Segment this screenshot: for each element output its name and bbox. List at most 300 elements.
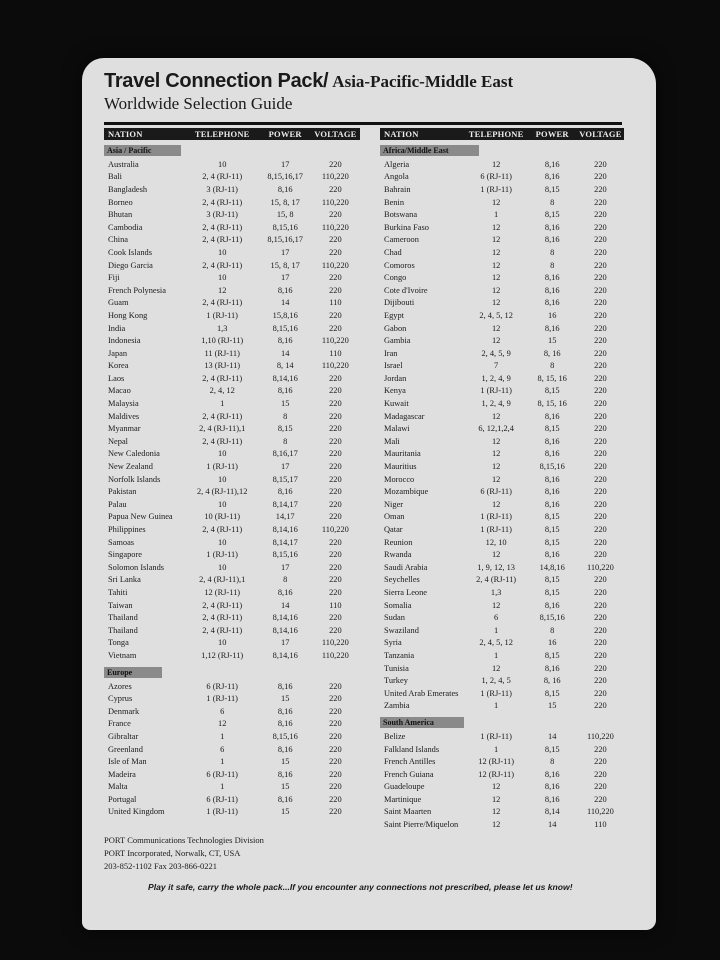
telephone-cell: 1 (RJ-11) bbox=[480, 525, 512, 535]
table-row bbox=[380, 755, 624, 768]
region-label bbox=[104, 140, 360, 158]
nation-cell: Papua New Guinea bbox=[108, 512, 173, 522]
nation-cell: Japan bbox=[108, 348, 128, 358]
voltage-cell: 110 bbox=[329, 600, 342, 610]
table-row bbox=[380, 246, 624, 259]
power-cell: 8,15 bbox=[544, 688, 560, 698]
telephone-cell: 6 bbox=[220, 744, 225, 754]
nation-cell: Niger bbox=[384, 499, 404, 509]
table-row bbox=[380, 397, 624, 410]
table-row bbox=[104, 574, 360, 587]
nation-cell: Syria bbox=[384, 638, 402, 648]
telephone-cell: 12 bbox=[491, 600, 501, 610]
voltage-cell: 220 bbox=[329, 184, 342, 194]
nation-cell: Belize bbox=[384, 731, 406, 741]
power-cell: 8, 16 bbox=[543, 348, 561, 358]
power-cell: 8 bbox=[550, 197, 555, 207]
header-telephone: TELEPHONE bbox=[194, 129, 250, 139]
table-row bbox=[104, 221, 360, 234]
nation-cell: Iran bbox=[384, 348, 398, 358]
nation-cell: Azores bbox=[108, 681, 132, 691]
voltage-cell: 220 bbox=[594, 499, 607, 509]
nation-cell: Sudan bbox=[384, 613, 405, 623]
nation-cell: Falkland Islands bbox=[384, 744, 440, 754]
power-cell: 8,15,17 bbox=[272, 474, 298, 484]
table-row bbox=[104, 705, 360, 718]
table-row bbox=[104, 743, 360, 756]
tagline: Play it safe, carry the whole pack...If you encounter any connections not prescribed, please let us know! bbox=[148, 882, 573, 892]
telephone-cell: 6 (RJ-11) bbox=[480, 172, 512, 182]
telephone-cell: 1, 9, 12, 13 bbox=[477, 562, 515, 572]
nation-cell: Dijibouti bbox=[384, 298, 415, 308]
table-row bbox=[380, 196, 624, 209]
power-cell: 8,16 bbox=[277, 681, 293, 691]
nation-cell: Botswana bbox=[384, 210, 418, 220]
voltage-cell: 220 bbox=[329, 247, 342, 257]
power-cell: 8,15 bbox=[544, 744, 560, 754]
table-row bbox=[380, 793, 624, 806]
table-row bbox=[104, 334, 360, 347]
nation-cell: Rwanda bbox=[384, 550, 412, 560]
voltage-cell: 220 bbox=[329, 273, 342, 283]
region-label-text: Africa/Middle East bbox=[380, 145, 479, 156]
voltage-cell: 220 bbox=[594, 184, 607, 194]
table-row bbox=[380, 730, 624, 743]
power-cell: 16 bbox=[548, 638, 557, 648]
telephone-cell: 6 (RJ-11) bbox=[480, 487, 512, 497]
right-table bbox=[380, 128, 624, 831]
voltage-cell: 220 bbox=[594, 676, 607, 686]
region-label-text: Asia / Pacific bbox=[104, 145, 181, 156]
telephone-cell: 12 bbox=[491, 298, 501, 308]
voltage-cell: 220 bbox=[594, 613, 607, 623]
telephone-cell: 2, 4 (RJ-11) bbox=[202, 197, 243, 207]
power-cell: 8,16 bbox=[544, 663, 560, 673]
power-cell: 8,15,16 bbox=[272, 323, 298, 333]
voltage-cell: 220 bbox=[329, 487, 342, 497]
telephone-cell: 3 (RJ-11) bbox=[206, 184, 238, 194]
power-cell: 8,15,16 bbox=[539, 462, 565, 472]
voltage-cell: 220 bbox=[329, 436, 342, 446]
voltage-cell: 220 bbox=[594, 474, 607, 484]
power-cell: 14 bbox=[548, 820, 557, 830]
voltage-cell: 220 bbox=[594, 298, 607, 308]
telephone-cell: 2, 4 (RJ-11) bbox=[202, 525, 243, 535]
voltage-cell: 220 bbox=[594, 310, 607, 320]
power-cell: 8,16,17 bbox=[272, 449, 298, 459]
power-cell: 8,15 bbox=[544, 386, 560, 396]
power-cell: 8 bbox=[550, 625, 555, 635]
power-cell: 8,15,16,17 bbox=[267, 235, 303, 245]
power-cell: 17 bbox=[281, 247, 290, 257]
telephone-cell: 1, 2, 4, 5 bbox=[481, 676, 511, 686]
table-row bbox=[104, 347, 360, 360]
table-row bbox=[104, 485, 360, 498]
power-cell: 8,16 bbox=[544, 550, 560, 560]
voltage-cell: 220 bbox=[329, 731, 342, 741]
power-cell: 15, 8, 17 bbox=[270, 260, 300, 270]
telephone-cell: 12 bbox=[491, 474, 501, 484]
region-label bbox=[380, 712, 624, 730]
power-cell: 15, 8, 17 bbox=[270, 197, 300, 207]
telephone-cell: 12 bbox=[491, 499, 501, 509]
telephone-cell: 12 bbox=[491, 197, 501, 207]
power-cell: 8,15,16,17 bbox=[267, 172, 303, 182]
telephone-cell: 2, 4 (RJ-11),1 bbox=[199, 575, 246, 585]
power-cell: 8,16 bbox=[277, 386, 293, 396]
table-row bbox=[104, 460, 360, 473]
nation-cell: Egypt bbox=[384, 310, 405, 320]
table-row bbox=[380, 536, 624, 549]
table-row bbox=[380, 637, 624, 650]
voltage-cell: 220 bbox=[329, 706, 342, 716]
voltage-cell: 220 bbox=[594, 336, 607, 346]
table-row bbox=[380, 284, 624, 297]
power-cell: 8,14 bbox=[544, 807, 560, 817]
telephone-cell: 2, 4, 5, 12 bbox=[479, 310, 513, 320]
left-table-body bbox=[104, 140, 360, 818]
voltage-cell: 220 bbox=[594, 373, 607, 383]
table-row bbox=[104, 511, 360, 524]
telephone-cell: 1 bbox=[494, 650, 499, 660]
nation-cell: Tunisia bbox=[384, 663, 409, 673]
voltage-cell: 110 bbox=[594, 820, 607, 830]
power-cell: 8,16 bbox=[277, 587, 293, 597]
telephone-cell: 12 bbox=[491, 247, 501, 257]
nation-cell: French Polynesia bbox=[108, 285, 166, 295]
voltage-cell: 220 bbox=[594, 769, 607, 779]
table-row bbox=[104, 271, 360, 284]
nation-cell: Cameroon bbox=[384, 235, 419, 245]
nation-cell: Sri Lanka bbox=[108, 575, 141, 585]
telephone-cell: 12, 10 bbox=[485, 537, 507, 547]
nation-cell: Oman bbox=[384, 512, 405, 522]
table-row bbox=[104, 322, 360, 335]
table-row bbox=[104, 561, 360, 574]
title-line bbox=[104, 70, 513, 93]
power-cell: 17 bbox=[281, 273, 290, 283]
table-row bbox=[104, 680, 360, 693]
voltage-cell: 220 bbox=[329, 424, 342, 434]
table-row bbox=[380, 674, 624, 687]
voltage-cell: 220 bbox=[594, 525, 607, 535]
power-cell: 8,15,16 bbox=[272, 222, 298, 232]
voltage-cell: 110,220 bbox=[321, 222, 349, 232]
power-cell: 8,16 bbox=[544, 235, 560, 245]
voltage-cell: 220 bbox=[329, 499, 342, 509]
nation-cell: Guam bbox=[108, 298, 129, 308]
telephone-cell: 1 bbox=[220, 782, 225, 792]
left-table bbox=[104, 128, 360, 818]
table-row bbox=[104, 259, 360, 272]
table-row bbox=[104, 536, 360, 549]
nation-cell: United Kingdom bbox=[108, 807, 165, 817]
nation-cell: Pakistan bbox=[108, 487, 137, 497]
voltage-cell: 220 bbox=[329, 462, 342, 472]
power-cell: 8,15 bbox=[544, 537, 560, 547]
voltage-cell: 220 bbox=[329, 235, 342, 245]
table-row bbox=[380, 422, 624, 435]
table-row bbox=[104, 397, 360, 410]
table-row bbox=[380, 309, 624, 322]
table-row bbox=[104, 473, 360, 486]
power-cell: 8 bbox=[550, 247, 555, 257]
voltage-cell: 110 bbox=[329, 298, 342, 308]
table-row bbox=[380, 385, 624, 398]
telephone-cell: 1 bbox=[220, 731, 225, 741]
region-label bbox=[380, 140, 624, 158]
power-cell: 8,14,16 bbox=[272, 525, 298, 535]
nation-cell: Tonga bbox=[108, 638, 129, 648]
power-cell: 8,16 bbox=[277, 285, 293, 295]
table-row bbox=[380, 297, 624, 310]
table-row bbox=[104, 548, 360, 561]
voltage-cell: 110,220 bbox=[321, 172, 349, 182]
header-nation: NATION bbox=[384, 129, 419, 139]
region-title: Asia-Pacific-Middle East bbox=[332, 72, 514, 91]
voltage-cell: 110,220 bbox=[321, 650, 349, 660]
nation-cell: Israel bbox=[384, 361, 403, 371]
left-table-header bbox=[104, 128, 360, 140]
table-row bbox=[104, 158, 360, 171]
table-row bbox=[104, 781, 360, 794]
table-row bbox=[104, 692, 360, 705]
nation-cell: Taiwan bbox=[108, 600, 133, 610]
power-cell: 8,14,17 bbox=[272, 537, 298, 547]
telephone-cell: 1 (RJ-11) bbox=[480, 386, 512, 396]
voltage-cell: 220 bbox=[594, 587, 607, 597]
right-table-body bbox=[380, 140, 624, 831]
table-row bbox=[380, 511, 624, 524]
power-cell: 8 bbox=[283, 411, 288, 421]
header-telephone: TELEPHONE bbox=[468, 129, 524, 139]
right-table-header bbox=[380, 128, 624, 140]
voltage-cell: 220 bbox=[594, 487, 607, 497]
table-row bbox=[380, 611, 624, 624]
table-row bbox=[104, 385, 360, 398]
telephone-cell: 12 bbox=[491, 794, 501, 804]
nation-cell: Seychelles bbox=[384, 575, 420, 585]
table-row bbox=[104, 422, 360, 435]
nation-cell: French Guiana bbox=[384, 769, 434, 779]
telephone-cell: 2, 4 (RJ-11),12 bbox=[196, 487, 248, 497]
voltage-cell: 220 bbox=[594, 411, 607, 421]
power-cell: 8,16 bbox=[277, 769, 293, 779]
nation-cell: Chad bbox=[384, 247, 402, 257]
telephone-cell: 12 bbox=[491, 449, 501, 459]
nation-cell: China bbox=[108, 235, 129, 245]
voltage-cell: 110,220 bbox=[321, 361, 349, 371]
power-cell: 8,16 bbox=[544, 323, 560, 333]
table-row bbox=[380, 818, 624, 831]
table-row bbox=[380, 360, 624, 373]
voltage-cell: 110 bbox=[329, 348, 342, 358]
region-label bbox=[104, 662, 360, 680]
header-power: POWER bbox=[268, 129, 302, 139]
voltage-cell: 220 bbox=[329, 794, 342, 804]
power-cell: 17 bbox=[281, 462, 290, 472]
power-cell: 15 bbox=[281, 399, 290, 409]
voltage-cell: 220 bbox=[594, 512, 607, 522]
table-row bbox=[104, 611, 360, 624]
telephone-cell: 2, 4 (RJ-11) bbox=[202, 172, 243, 182]
power-cell: 8,15 bbox=[544, 424, 560, 434]
nation-cell: Gabon bbox=[384, 323, 407, 333]
telephone-cell: 1 bbox=[494, 701, 499, 711]
power-cell: 16 bbox=[548, 310, 557, 320]
voltage-cell: 220 bbox=[329, 694, 342, 704]
nation-cell: French Antilles bbox=[384, 757, 436, 767]
table-row bbox=[104, 196, 360, 209]
voltage-cell: 220 bbox=[594, 247, 607, 257]
nation-cell: Malaysia bbox=[108, 399, 139, 409]
telephone-cell: 12 bbox=[491, 436, 501, 446]
voltage-cell: 220 bbox=[594, 197, 607, 207]
telephone-cell: 10 bbox=[218, 562, 227, 572]
nation-cell: Gibraltar bbox=[108, 731, 139, 741]
telephone-cell: 12 bbox=[491, 782, 501, 792]
nation-cell: Mauritius bbox=[384, 462, 417, 472]
voltage-cell: 220 bbox=[594, 285, 607, 295]
telephone-cell: 6, 12,1,2,4 bbox=[478, 424, 514, 434]
nation-cell: Denmark bbox=[108, 706, 140, 716]
voltage-cell: 220 bbox=[594, 424, 607, 434]
power-cell: 8,15,16 bbox=[272, 550, 298, 560]
table-row bbox=[380, 322, 624, 335]
nation-cell: Mali bbox=[384, 436, 400, 446]
power-cell: 15 bbox=[548, 701, 557, 711]
telephone-cell: 1,10 (RJ-11) bbox=[201, 336, 244, 346]
table-row bbox=[380, 599, 624, 612]
nation-cell: Indonesia bbox=[108, 336, 141, 346]
nation-cell: Jordan bbox=[384, 373, 407, 383]
table-row bbox=[104, 755, 360, 768]
voltage-cell: 220 bbox=[329, 782, 342, 792]
table-row bbox=[380, 259, 624, 272]
telephone-cell: 12 bbox=[491, 159, 501, 169]
telephone-cell: 2, 4 (RJ-11) bbox=[476, 575, 517, 585]
nation-cell: Comoros bbox=[384, 260, 415, 270]
nation-cell: France bbox=[108, 719, 131, 729]
voltage-cell: 110,220 bbox=[586, 807, 614, 817]
telephone-cell: 6 (RJ-11) bbox=[206, 681, 238, 691]
voltage-cell: 220 bbox=[594, 663, 607, 673]
table-row bbox=[380, 781, 624, 794]
power-cell: 8,14,17 bbox=[272, 499, 298, 509]
nation-cell: Myanmar bbox=[108, 424, 141, 434]
voltage-cell: 110,220 bbox=[321, 336, 349, 346]
telephone-cell: 10 bbox=[218, 474, 227, 484]
voltage-cell: 110,220 bbox=[321, 260, 349, 270]
nation-cell: New Zealand bbox=[108, 462, 153, 472]
telephone-cell: 12 bbox=[218, 285, 227, 295]
nation-cell: Morocco bbox=[384, 474, 415, 484]
table-row bbox=[380, 649, 624, 662]
table-row bbox=[380, 271, 624, 284]
voltage-cell: 110,220 bbox=[321, 638, 349, 648]
table-row bbox=[380, 498, 624, 511]
telephone-cell: 12 bbox=[491, 285, 501, 295]
telephone-cell: 1 (RJ-11) bbox=[206, 550, 238, 560]
table-row bbox=[104, 246, 360, 259]
table-row bbox=[380, 435, 624, 448]
table-row bbox=[380, 574, 624, 587]
table-row bbox=[380, 624, 624, 637]
nation-cell: Macao bbox=[108, 386, 131, 396]
power-cell: 8, 15, 16 bbox=[537, 373, 567, 383]
telephone-cell: 1 (RJ-11) bbox=[480, 731, 512, 741]
telephone-cell: 12 bbox=[491, 222, 501, 232]
telephone-cell: 2, 4 (RJ-11) bbox=[202, 411, 243, 421]
nation-cell: Cook Islands bbox=[108, 247, 152, 257]
power-cell: 14,17 bbox=[275, 512, 295, 522]
table-row bbox=[380, 561, 624, 574]
table-row bbox=[380, 743, 624, 756]
nation-cell: Zambia bbox=[384, 701, 410, 711]
voltage-cell: 220 bbox=[594, 260, 607, 270]
telephone-cell: 12 bbox=[491, 462, 501, 472]
voltage-cell: 220 bbox=[329, 625, 342, 635]
power-cell: 8,16 bbox=[277, 706, 293, 716]
nation-cell: Madagascar bbox=[384, 411, 425, 421]
voltage-cell: 220 bbox=[594, 449, 607, 459]
power-cell: 8,16 bbox=[544, 782, 560, 792]
voltage-cell: 220 bbox=[594, 625, 607, 635]
telephone-cell: 1 (RJ-11) bbox=[480, 512, 512, 522]
table-row bbox=[104, 599, 360, 612]
nation-cell: Kuwait bbox=[384, 399, 409, 409]
telephone-cell: 1 (RJ-11) bbox=[480, 688, 512, 698]
footer-address: PORT Incorporated, Norwalk, CT, USA bbox=[104, 848, 241, 858]
power-cell: 8 bbox=[550, 260, 555, 270]
voltage-cell: 220 bbox=[329, 512, 342, 522]
telephone-cell: 12 (RJ-11) bbox=[204, 587, 241, 597]
nation-cell: Tahiti bbox=[108, 587, 128, 597]
nation-cell: Thailand bbox=[108, 613, 138, 623]
nation-cell: Guadeloupe bbox=[384, 782, 425, 792]
table-row bbox=[380, 372, 624, 385]
table-row bbox=[104, 234, 360, 247]
telephone-cell: 2, 4 (RJ-11) bbox=[202, 600, 243, 610]
nation-cell: Tanzania bbox=[384, 650, 415, 660]
voltage-cell: 220 bbox=[594, 744, 607, 754]
power-cell: 8,15,16 bbox=[272, 731, 298, 741]
nation-cell: Cyprus bbox=[108, 694, 133, 704]
power-cell: 8,14,16 bbox=[272, 625, 298, 635]
nation-cell: Samoas bbox=[108, 537, 135, 547]
telephone-cell: 2, 4 (RJ-11) bbox=[202, 613, 243, 623]
power-cell: 8, 14 bbox=[276, 361, 294, 371]
telephone-cell: 1 (RJ-11) bbox=[480, 184, 512, 194]
power-cell: 8,16 bbox=[277, 719, 293, 729]
header-voltage: VOLTAGE bbox=[314, 129, 357, 139]
telephone-cell: 2, 4, 5, 9 bbox=[481, 348, 511, 358]
telephone-cell: 10 bbox=[218, 499, 227, 509]
table-row bbox=[104, 360, 360, 373]
power-cell: 8,16 bbox=[544, 222, 560, 232]
voltage-cell: 220 bbox=[329, 411, 342, 421]
power-cell: 8,16 bbox=[544, 285, 560, 295]
nation-cell: Thailand bbox=[108, 625, 138, 635]
telephone-cell: 13 (RJ-11) bbox=[204, 361, 241, 371]
power-cell: 8,16 bbox=[544, 411, 560, 421]
header-nation: NATION bbox=[108, 129, 143, 139]
telephone-cell: 7 bbox=[494, 361, 499, 371]
power-cell: 17 bbox=[281, 159, 290, 169]
nation-cell: Benin bbox=[384, 197, 405, 207]
nation-cell: Mozambique bbox=[384, 487, 429, 497]
table-row bbox=[380, 768, 624, 781]
